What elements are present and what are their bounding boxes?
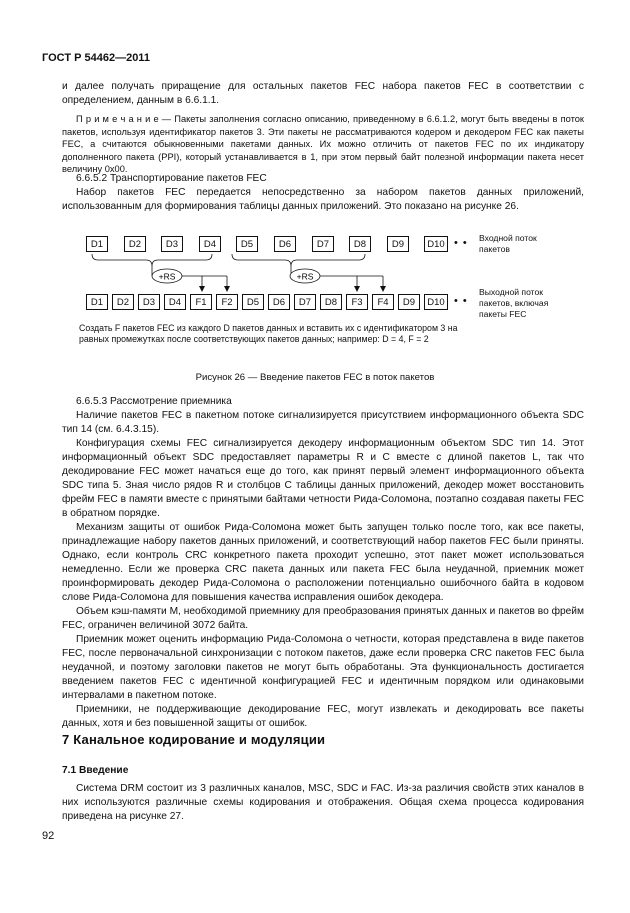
output-fec-box: F2 [216,294,238,310]
output-packet-box: D1 [86,294,108,310]
input-packet-box: D2 [124,236,146,252]
output-packet-box: D9 [398,294,420,310]
section-7-heading: 7 Канальное кодирование и модуляции [62,732,326,747]
input-packet-box: D1 [86,236,108,252]
body-paragraph: Приемники, не поддерживающие декодирование FEC, могут извлекать и декодировать все пакеты данных, хотя и без повышенной защиты от ошибок. [62,704,584,729]
input-packet-box: D3 [161,236,183,252]
input-packet-box: D4 [199,236,221,252]
paragraph-6-6-5-2: Набор пакетов FEC передается непосредственно за набором пакетов данных приложений, использованным для формирования таблицы данных приложений. Это показано на рисунке 26. [62,187,584,212]
input-packet-box: D9 [387,236,409,252]
body-paragraph: Объем кэш-памяти M, необходимой приемнику для преобразования принятых данных и пакетов во фрейм FEC, ограничен величиной 3072 байта. [62,606,584,631]
input-packet-box: D6 [274,236,296,252]
input-continuation-dots: • • [454,237,468,249]
output-packet-box: D5 [242,294,264,310]
output-packet-box: D6 [268,294,290,310]
body-paragraph: Приемник может оценить информацию Рида-Соломона о четности, которая представлена в виде пакетов FEC, после первоначальной синхронизации с потоком пакетов, даже если проверка CRC пакетов FEC была неудачной, и поэтому заголовки пакетов не могут быть обработаны. Эта функциональность достигается введением пакетов FEC с идентичной конфигурацией FEC и идентичным порядком или одинаковыми интервалами в пакетном потоке. [62,634,584,701]
group2-brace [232,254,365,266]
arrow-f1 [199,286,205,292]
figure-caption: Рисунок 26 — Введение пакетов FEC в поток пакетов [195,372,435,383]
rs-label-2: +RS [296,271,314,282]
input-packet-box: D5 [236,236,258,252]
arrow-f2 [224,286,230,292]
output-packet-box: D3 [138,294,160,310]
output-packet-box: D10 [424,294,448,310]
output-packet-box: D4 [164,294,186,310]
standard-header: ГОСТ Р 54462—2011 [42,52,150,64]
arrow-f3 [354,286,360,292]
input-packet-box: D10 [424,236,448,252]
figure-note: Создать F пакетов FEC из каждого D пакетов данных и вставить их с идентификатором 3 на равных промежутках после соответствующих пакетов данных; например: D = 4, F = 2 [79,323,458,345]
body-paragraph: Конфигурация схемы FEC сигнализируется декодеру информационным объектом SDC тип 14. Этот информационный объект SDC предоставляет параметры R и C вместе с длиной пакетов L, так что декодирование FEC может начаться еще до того, как принят первый элемент информационного объекта SDC типа 5. Зная число рядов R и столбцов C таблицы данных приложений, декодер может восстановить фрейм FEC в памяти вместе с принятыми байтами четности Рида-Соломона, поэтапно создавая пакеты FEC в обратном порядке. [62,438,584,519]
output-continuation-dots: • • [454,295,468,307]
output-packet-box: D2 [112,294,134,310]
heading-6-6-5-3: 6.6.5.3 Рассмотрение приемника [76,396,232,407]
output-fec-box: F1 [190,294,212,310]
group1-brace [92,254,212,266]
arrow-f4 [380,286,386,292]
heading-6-6-5-2: 6.6.5.2 Транспортирование пакетов FEC [76,173,267,184]
note-paragraph: П р и м е ч а н и е — Пакеты заполнения согласно описанию, приведенному в 6.6.1.2, могут быть введены в поток пакетов, используя идентификатор пакетов 3. Эти пакеты не рассматриваются кодером и декодером FEC как пакеты FEC, а считаются обыкновенными пакетами данных. Их можно отличить от пакетов FEC по их индикатору дополненного пакета (PPI), который устанавливается в 1, при этом первый байт полезной информации пакета несет величину 0x00. [62,114,584,175]
intro-paragraph: и далее получать приращение для остальных пакетов FEC набора пакетов FEC в соответствии с определением, данным в 6.6.1.1. [62,81,584,106]
rs-label-1: +RS [158,271,176,282]
output-fec-box: F4 [372,294,394,310]
output-stream-label: Выходной поток пакетов, включая пакеты FEC [479,287,549,319]
section-7-1-paragraph: Система DRM состоит из 3 различных каналов, MSC, SDC и FAC. Из-за различия свойств этих каналов в них используются различные схемы кодирования и отображения. Общая схема процесса кодирования приведена на рисунке 27. [62,783,584,822]
input-packet-box: D7 [312,236,334,252]
page-number: 92 [42,830,55,842]
input-stream-label: Входной поток пакетов [479,233,537,254]
body-paragraph: Механизм защиты от ошибок Рида-Соломона может быть запущен только после того, как все пакеты, принадлежащие набору пакетов данных приложений, и соответствующий набор пакетов FEC были приняты. Однако, если контроль CRC конкретного пакета проходит успешно, этот пакет может использоваться немедленно. Если же проверка CRC пакета данных или пакета FEC была неудачной, приемник может проинформировать декодер Рида-Соломона о расположении потенциально ошибочного байта в кодовом слове Рида-Соломона для повышения качества исправления ошибок декодера. [62,522,584,603]
output-fec-box: F3 [346,294,368,310]
section-7-1-heading: 7.1 Введение [62,765,129,776]
output-packet-box: D7 [294,294,316,310]
input-packet-box: D8 [349,236,371,252]
output-packet-box: D8 [320,294,342,310]
body-paragraph: Наличие пакетов FEC в пакетном потоке сигнализируется присутствием информационного объекта SDC тип 14 (см. 6.4.3.15). [62,410,584,435]
